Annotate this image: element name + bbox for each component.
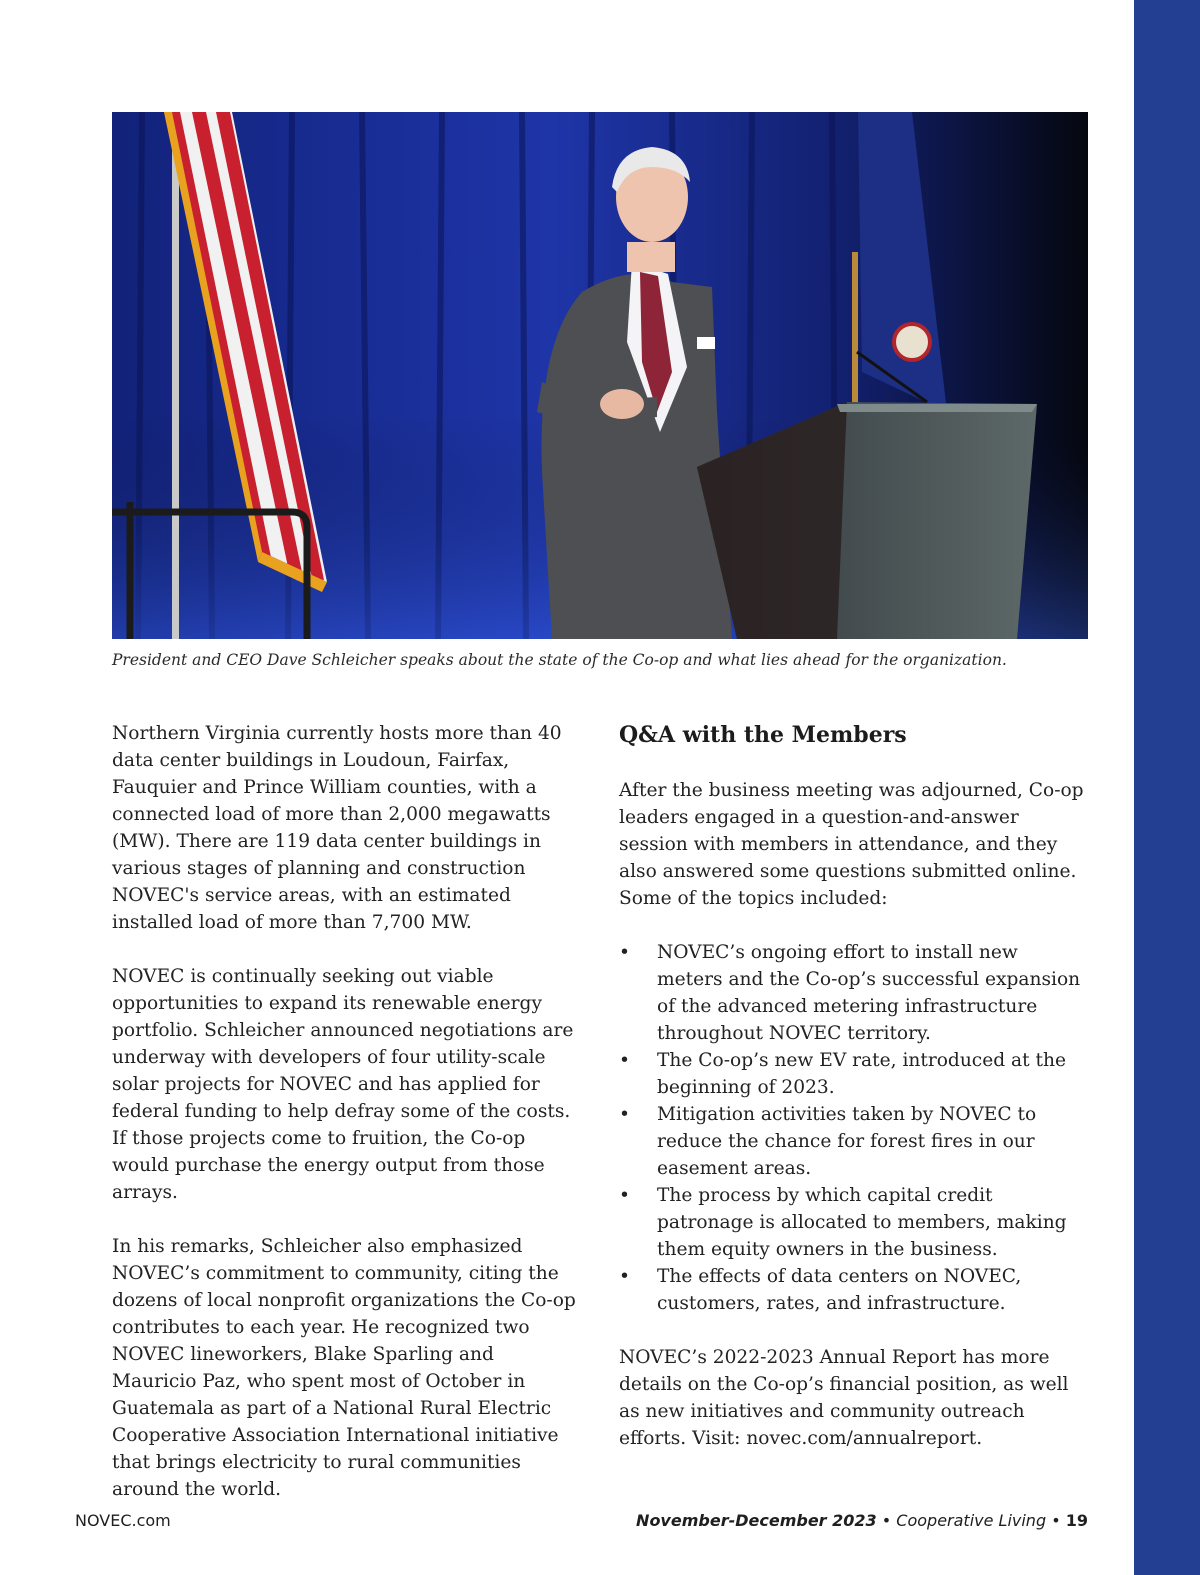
list-item xyxy=(619,1263,1089,1317)
bullet: • xyxy=(619,1050,630,1071)
topics-list xyxy=(619,939,1089,1317)
page-number: 19 xyxy=(1065,1511,1088,1530)
bullet: • xyxy=(619,1185,630,1206)
photo-caption: President and CEO Dave Schleicher speaks about the state of the Co-op and what lies ahead for the organization. xyxy=(112,651,1007,669)
magazine-name: Cooperative Living xyxy=(896,1511,1047,1530)
footer-issue-info xyxy=(636,1510,1088,1532)
topic-text: NOVEC’s ongoing effort to install new meters and the Co-op’s successful expansion of the advanced metering infrastructure throughout NOVEC territory. xyxy=(657,942,1081,1044)
side-color-bar xyxy=(1134,0,1200,1575)
footer-site: NOVEC.com xyxy=(75,1511,171,1530)
right-column xyxy=(619,720,1089,1479)
list-item xyxy=(619,1101,1089,1182)
bullet: • xyxy=(619,1266,630,1287)
topic-text: Mitigation activities taken by NOVEC to reduce the chance for forest fires in our easement areas. xyxy=(657,1104,1037,1179)
renewable-energy-paragraph: NOVEC is continually seeking out viable opportunities to expand its renewable energy portfolio. Schleicher announced negotiations are underway with developers of four utility-scale solar projects for NOVEC and has applied for federal funding to help defray some of the costs. If those projects come to fruition, the Co-op would purchase the energy output from those arrays. xyxy=(112,966,574,1203)
topic-text: The effects of data centers on NOVEC, customers, rates, and infrastructure. xyxy=(657,1266,1022,1314)
qa-intro-paragraph: After the business meeting was adjourned, Co-op leaders engaged in a question-and-answer session with members in attendance, and they also answered some questions submitted online. Some of the topics included: xyxy=(619,780,1084,909)
footer-separator: • xyxy=(1051,1511,1061,1530)
speaker-photo xyxy=(112,112,1088,639)
list-item xyxy=(619,1047,1089,1101)
bullet: • xyxy=(619,942,630,963)
qa-heading: Q&A with the Members xyxy=(619,722,907,748)
footer-separator: • xyxy=(881,1511,892,1530)
list-item xyxy=(619,1182,1089,1263)
speaker-photo-illustration xyxy=(112,112,1088,639)
topic-text: The Co-op’s new EV rate, introduced at the beginning of 2023. xyxy=(657,1050,1066,1098)
list-item xyxy=(619,939,1089,1047)
data-centers-paragraph: Northern Virginia currently hosts more than 40 data center buildings in Loudoun, Fairfax, Fauquier and Prince William counties, with a connected load of more than 2,000 megawatts (MW). There are 119 data center buildings in various stages of planning and construction NOVEC's service areas, with an estimated installed load of more than 7,700 MW. xyxy=(112,723,562,933)
issue-date: November-December 2023 xyxy=(636,1511,877,1530)
annual-report-paragraph: NOVEC’s 2022-2023 Annual Report has more details on the Co-op’s financial position, as well as new initiatives and community outreach efforts. Visit: novec.com/annualreport. xyxy=(619,1347,1069,1449)
community-paragraph: In his remarks, Schleicher also emphasized NOVEC’s commitment to community, citing the dozens of local nonprofit organizations the Co-op contributes to each year. He recognized two NOVEC lineworkers, Blake Sparling and Mauricio Paz, who spent most of October in Guatemala as part of a National Rural Electric Cooperative Association International initiative that brings electricity to rural communities around the world. xyxy=(112,1236,576,1500)
left-column xyxy=(112,720,582,1530)
bullet: • xyxy=(619,1104,630,1125)
topic-text: The process by which capital credit patronage is allocated to members, making them equity owners in the business. xyxy=(657,1185,1067,1260)
